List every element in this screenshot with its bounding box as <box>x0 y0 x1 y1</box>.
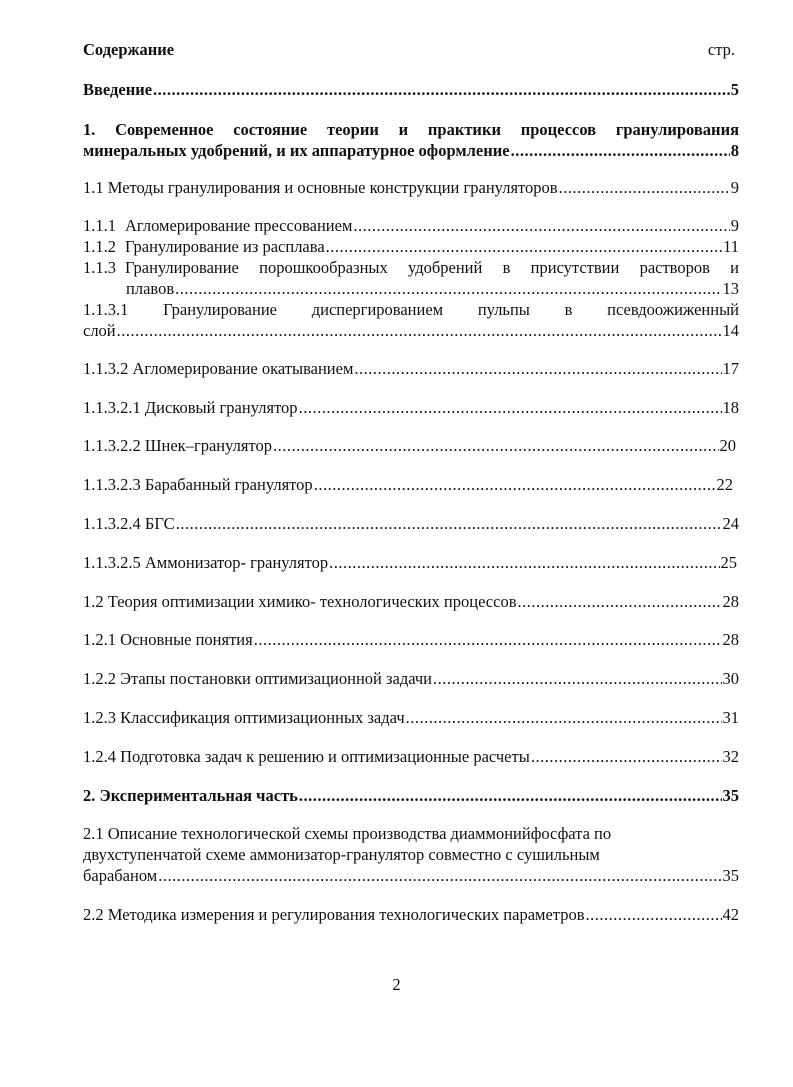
dot-leader <box>586 905 722 925</box>
toc-entry-2-1[interactable]: барабаном ..... 35 <box>83 866 739 886</box>
dot-leader <box>117 321 722 341</box>
toc-entry-1-1[interactable]: 1.1 Методы гранулирования и основные конструкции грануляторов ..... 9 <box>83 178 739 198</box>
toc-entry-2-1-line2[interactable]: двухступенчатой схеме аммонизатор-гранулятор совместно с сушильным <box>83 845 600 864</box>
toc-entry-chapter2[interactable]: 2. Экспериментальная часть ..... 35 <box>83 786 739 806</box>
page-column-label: стр. <box>707 40 735 59</box>
dot-leader <box>158 866 721 886</box>
toc-entry-1-2-3[interactable]: 1.2.3 Классификация оптимизационных задач ..... 31 <box>83 708 739 728</box>
toc-entry-1-1-1[interactable]: 1.1.1 Агломерирование прессованием ..... 9 <box>83 216 739 236</box>
dot-leader <box>326 237 722 257</box>
toc-entry-1-1-3-1[interactable]: слой ..... 14 <box>83 321 739 341</box>
dot-leader <box>511 141 730 161</box>
dot-leader <box>531 747 722 767</box>
dot-leader <box>406 708 722 728</box>
dot-leader <box>518 592 722 612</box>
toc-entry-1-1-3-2-5[interactable]: 1.1.3.2.5 Аммонизатор- гранулятор ..... 25 <box>83 553 737 573</box>
dot-leader <box>299 398 722 418</box>
toc-entry-1-1-3-2-1[interactable]: 1.1.3.2.1 Дисковый гранулятор ..... 18 <box>83 398 739 418</box>
toc-entry-1-1-3-2-4[interactable]: 1.1.3.2.4 БГС ..... 24 <box>83 514 739 534</box>
dot-leader <box>176 514 722 534</box>
toc-entry-1-1-3-2-2[interactable]: 1.1.3.2.2 Шнек–гранулятор ..... 20 <box>83 436 736 456</box>
dot-leader <box>353 216 729 236</box>
toc-entry-1-1-3-line1[interactable]: 1.1.3 Гранулирование порошкообразных удобрений в присутствии растворов и <box>83 258 739 277</box>
toc-entry-chapter1[interactable]: минеральных удобрений, и их аппаратурное оформление ..... 8 <box>83 141 739 161</box>
dot-leader <box>354 359 721 379</box>
toc-entry-1-1-2[interactable]: 1.1.2 Гранулирование из расплава ..... 11 <box>83 237 739 257</box>
toc-entry-2-2[interactable]: 2.2 Методика измерения и регулирования технологических параметров ..... 42 <box>83 905 739 925</box>
toc-entry-2-1-line1[interactable]: 2.1 Описание технологической схемы производства диаммонийфосфата по <box>83 824 612 843</box>
toc-header <box>83 40 739 60</box>
page-number: 2 <box>392 975 401 994</box>
dot-leader <box>153 80 730 100</box>
toc-entry-1-2-1[interactable]: 1.2.1 Основные понятия ..... 28 <box>83 630 739 650</box>
toc-entry-1-2[interactable]: 1.2 Теория оптимизации химико- технологических процессов ..... 28 <box>83 592 739 612</box>
dot-leader <box>299 786 722 806</box>
toc-entry-1-1-3-2[interactable]: 1.1.3.2 Агломерирование окатыванием ..... 17 <box>83 359 739 379</box>
toc-entry-1-2-4[interactable]: 1.2.4 Подготовка задач к решению и оптимизационные расчеты ..... 32 <box>83 747 739 767</box>
dot-leader <box>175 279 721 299</box>
toc-entry-1-1-3-2-3[interactable]: 1.1.3.2.3 Барабанный гранулятор ..... 22 <box>83 475 733 495</box>
toc-entry-1-1-3-1-line1[interactable]: 1.1.3.1 Гранулирование диспергированием пульпы в псевдоожиженный <box>83 300 739 319</box>
toc-entry-1-2-2[interactable]: 1.2.2 Этапы постановки оптимизационной задачи ..... 30 <box>83 669 739 689</box>
dot-leader <box>314 475 716 495</box>
dot-leader <box>254 630 722 650</box>
dot-leader <box>433 669 721 689</box>
dot-leader <box>559 178 730 198</box>
dot-leader <box>329 553 719 573</box>
toc-title: Содержание <box>83 40 175 59</box>
toc-entry-1-1-3[interactable]: плавов ..... 13 <box>126 279 739 299</box>
toc-entry-intro[interactable]: Введение ..... 5 <box>83 80 739 100</box>
toc-entry-chapter1-line1[interactable]: 1. Современное состояние теории и практики процессов гранулирования <box>83 120 739 139</box>
dot-leader <box>273 436 719 456</box>
